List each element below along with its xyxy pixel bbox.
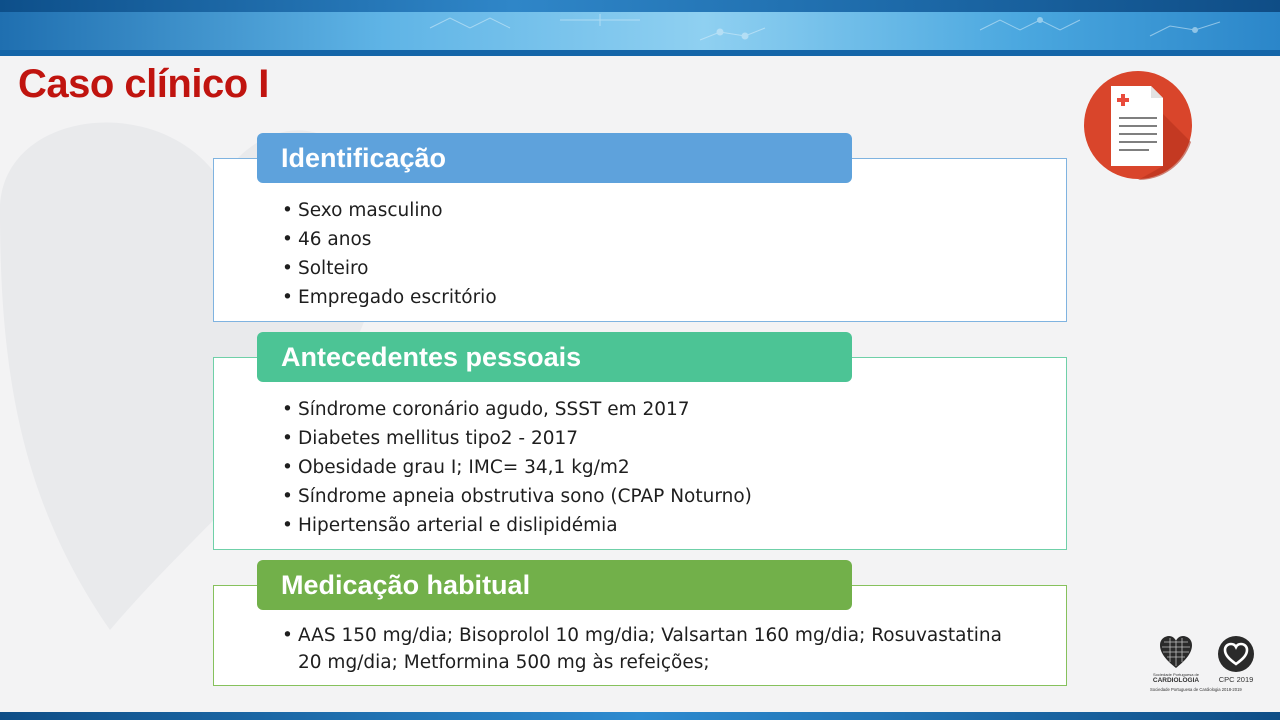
list-item: • 46 anos xyxy=(282,225,1042,254)
slide-title: Caso clínico I xyxy=(18,62,269,106)
medication-list xyxy=(282,622,1012,676)
header-banner xyxy=(0,0,1280,56)
list-item: • Empregado escritório xyxy=(282,283,1042,312)
footer-copyright: Sociedade Portuguesa de Cardiologia 2018-2019 xyxy=(1150,687,1242,692)
cpc-logo-text: CPC 2019 xyxy=(1218,675,1254,684)
list-item: • Síndrome apneia obstrutiva sono (CPAP Noturno) xyxy=(282,482,1042,511)
spc-logo-small-text: Sociedade Portuguesa de xyxy=(1152,672,1200,677)
identification-list xyxy=(282,196,1042,312)
footer-strip xyxy=(0,712,1280,720)
medication-heading: Medicação habitual xyxy=(257,560,852,610)
history-list xyxy=(282,395,1042,540)
spc-logo-name: CARDIOLOGIA xyxy=(1152,677,1200,684)
spc-heart-logo-icon xyxy=(1158,634,1194,670)
list-item: • Síndrome coronário agudo, SSST em 2017 xyxy=(282,395,1042,424)
list-item: • Diabetes mellitus tipo2 - 2017 xyxy=(282,424,1042,453)
cpc-heart-logo-icon xyxy=(1216,635,1256,673)
list-item: • Sexo masculino xyxy=(282,196,1042,225)
list-item: • AAS 150 mg/dia; Bisoprolol 10 mg/dia; Valsartan 160 mg/dia; Rosuvastatina 20 mg/dia; Metformina 500 mg às refeições; xyxy=(282,622,1012,676)
list-item: • Obesidade grau I; IMC= 34,1 kg/m2 xyxy=(282,453,1042,482)
molecule-pattern-icon xyxy=(0,0,1280,56)
list-item: • Hipertensão arterial e dislipidémia xyxy=(282,511,1042,540)
history-heading: Antecedentes pessoais xyxy=(257,332,852,382)
identification-heading: Identificação xyxy=(257,133,852,183)
list-item: • Solteiro xyxy=(282,254,1042,283)
medical-document-icon xyxy=(1083,70,1193,180)
